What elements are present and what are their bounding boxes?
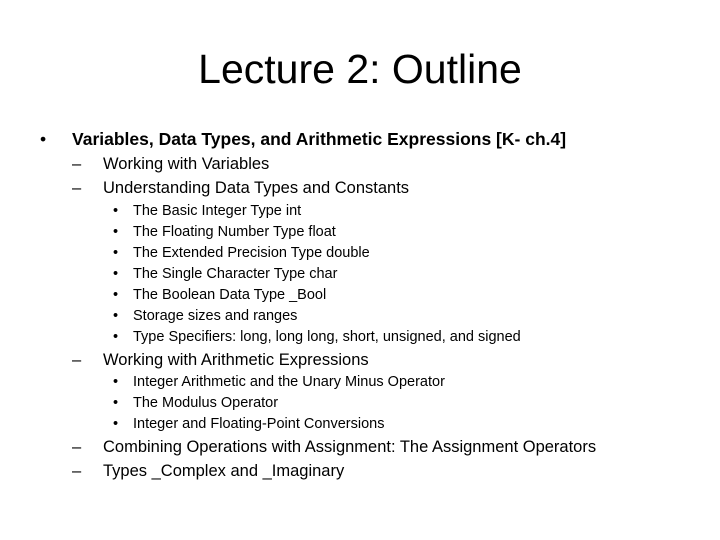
outline-subitem: The Modulus Operator: [133, 395, 279, 411]
outline-subitem: The Extended Precision Type double: [133, 245, 370, 261]
outline-subitem: The Boolean Data Type _Bool: [133, 287, 327, 303]
outline-item-complex: Types _Complex and _Imaginary: [103, 462, 345, 480]
outline-item-data-types: Understanding Data Types and Constants: [103, 179, 410, 197]
outline-subitem: The Single Character Type char: [133, 266, 338, 282]
bullet-marker: •: [113, 266, 119, 282]
dash-marker: –: [72, 155, 82, 173]
outline-item-arithmetic: Working with Arithmetic Expressions: [103, 351, 369, 369]
outline-item-assignment: Combining Operations with Assignment: The Assignment Operators: [103, 438, 597, 456]
bullet-marker: •: [113, 395, 119, 411]
bullet-marker: •: [40, 129, 47, 149]
outline-subitem: Integer Arithmetic and the Unary Minus Operator: [133, 374, 445, 390]
bullet-marker: •: [113, 224, 119, 240]
outline-subitem: Integer and Floating-Point Conversions: [133, 416, 385, 432]
dash-marker: –: [72, 179, 82, 197]
dash-marker: –: [72, 462, 82, 480]
bullet-marker: •: [113, 329, 119, 345]
outline-subitem: The Floating Number Type float: [133, 224, 336, 240]
dash-marker: –: [72, 351, 82, 369]
bullet-marker: •: [113, 374, 119, 390]
outline-subitem: Type Specifiers: long, long long, short, unsigned, and signed: [133, 329, 521, 345]
bullet-marker: •: [113, 308, 119, 324]
slide-title: Lecture 2: Outline: [198, 46, 522, 92]
bullet-marker: •: [113, 203, 119, 219]
dash-marker: –: [72, 438, 82, 456]
outline-subitem: The Basic Integer Type int: [133, 203, 302, 219]
outline-subitem: Storage sizes and ranges: [133, 308, 298, 324]
outline-item-variables: Working with Variables: [103, 155, 270, 173]
bullet-marker: •: [113, 416, 119, 432]
bullet-marker: •: [113, 287, 119, 303]
bullet-marker: •: [113, 245, 119, 261]
outline-level1-item: Variables, Data Types, and Arithmetic Expressions [K- ch.4]: [72, 129, 567, 149]
